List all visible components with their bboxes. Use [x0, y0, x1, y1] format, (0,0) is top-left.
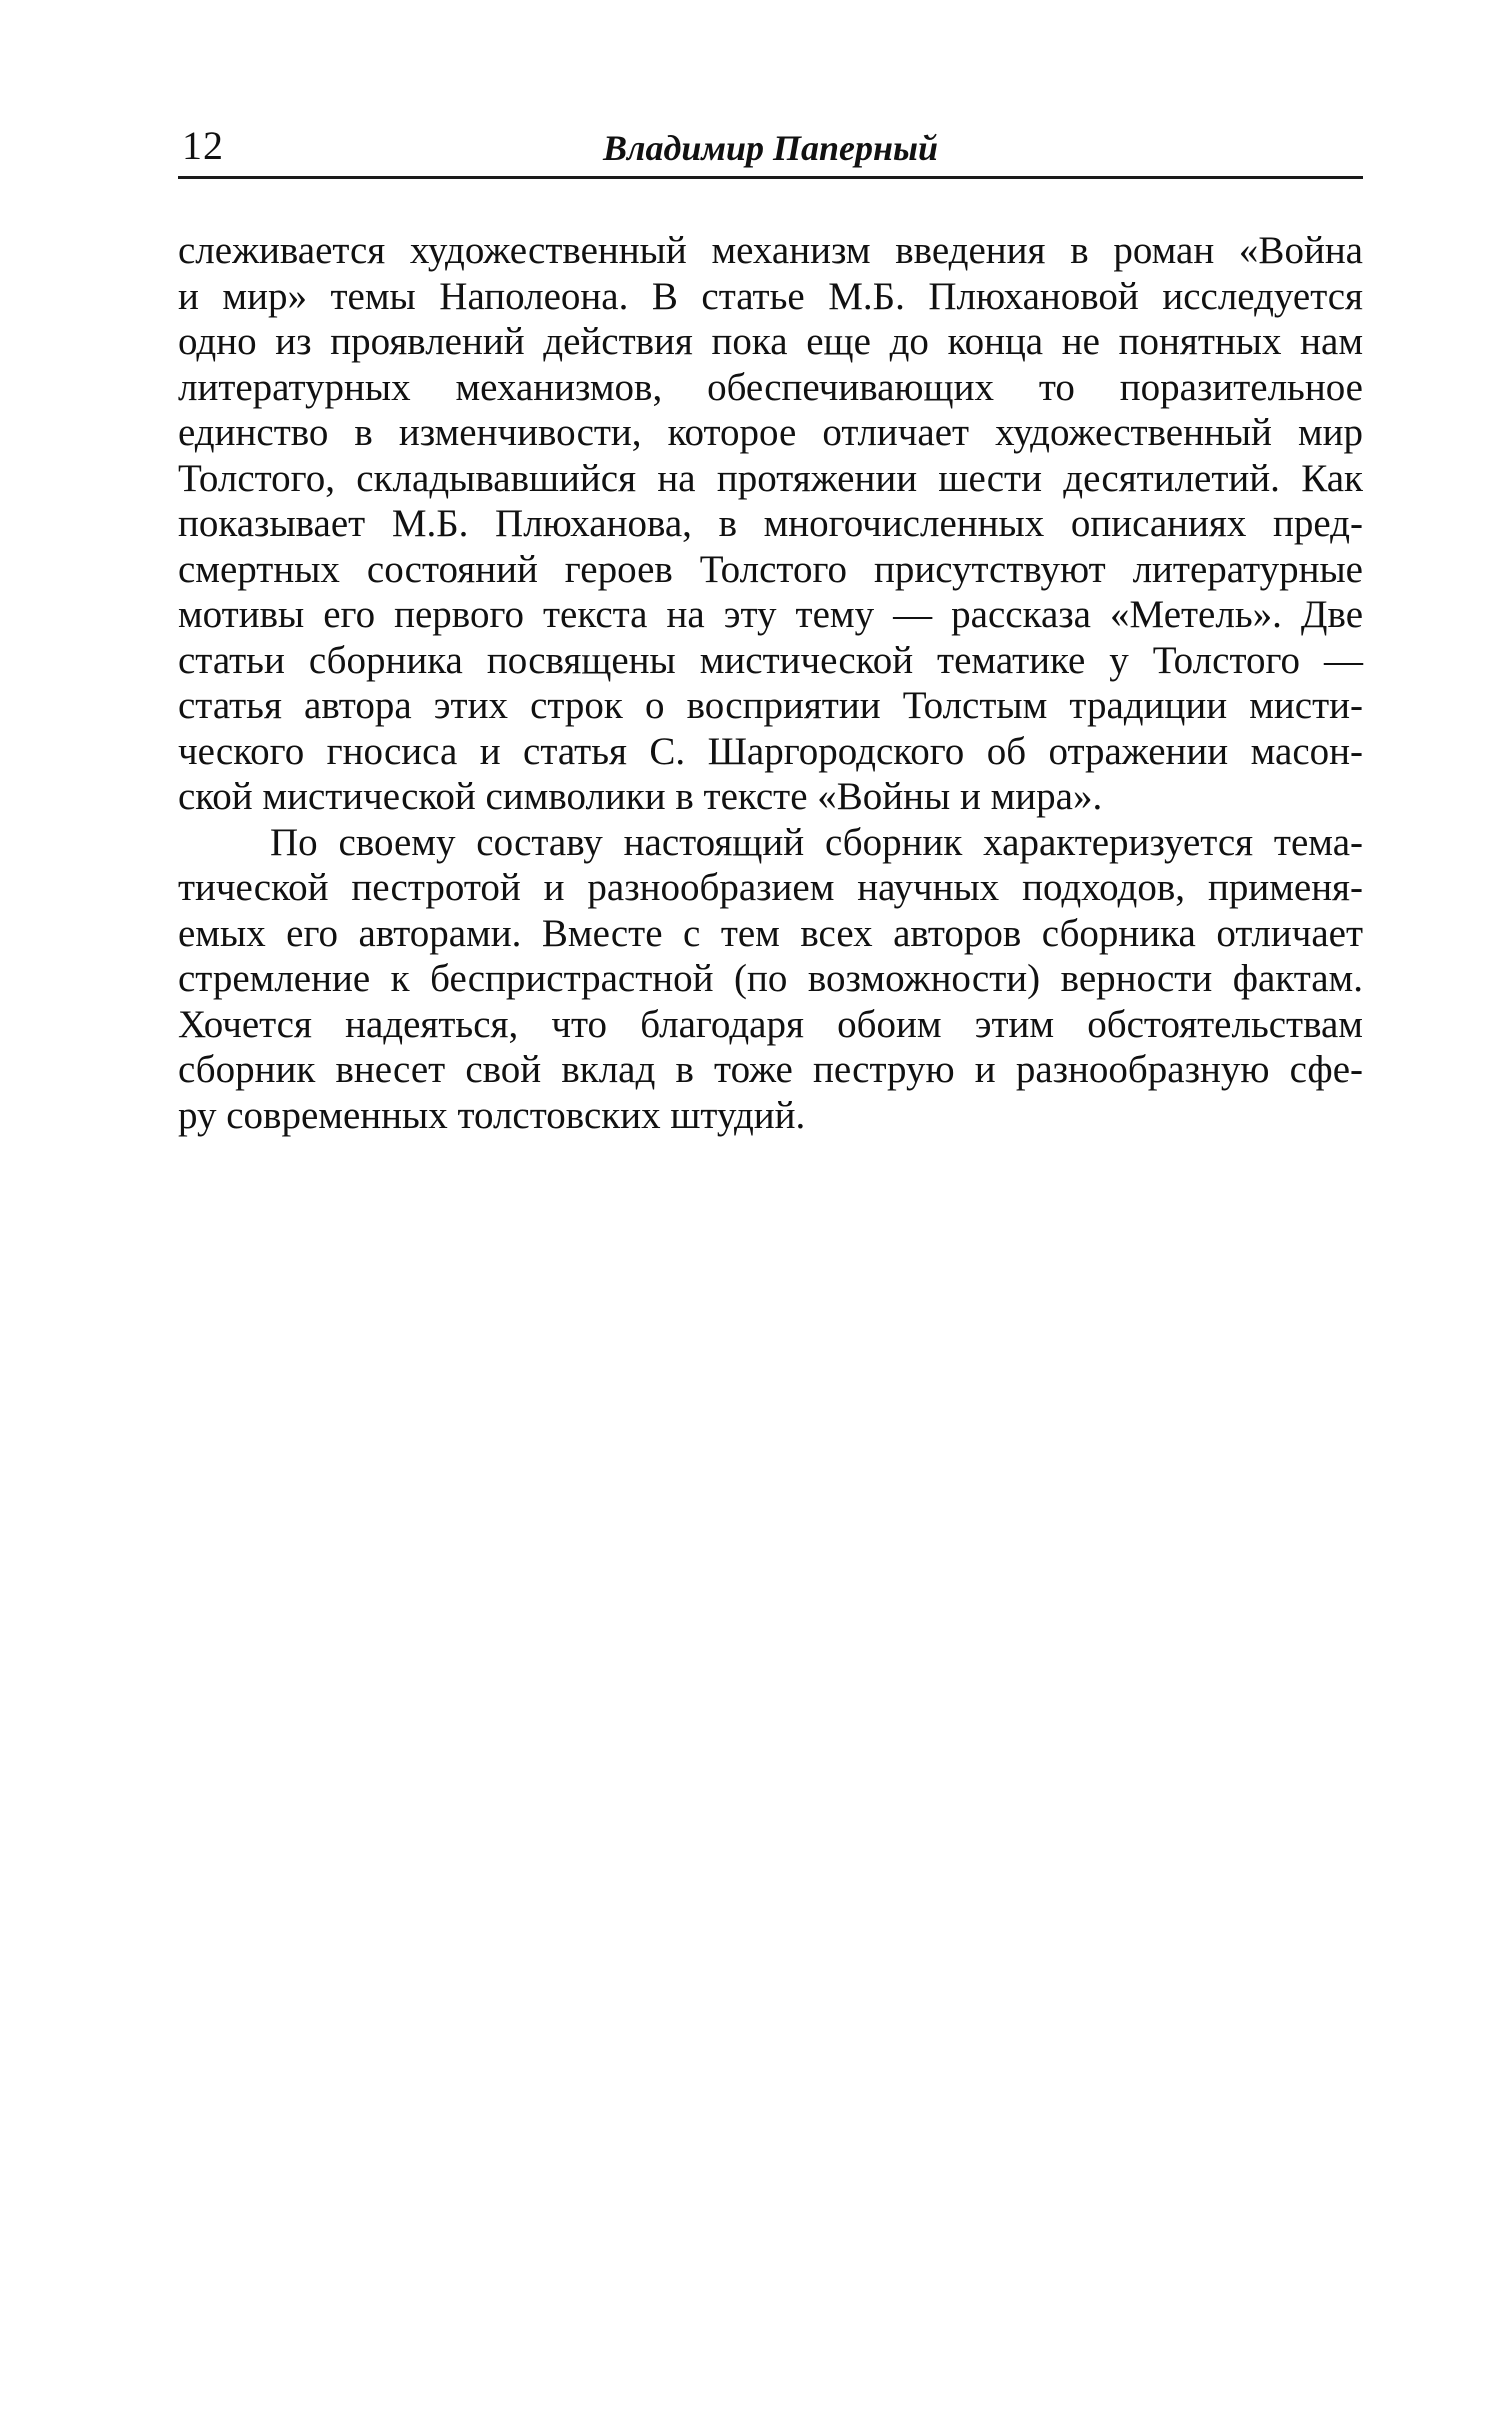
text-line: слеживается художественный механизм введения в роман «Война — [178, 229, 1363, 272]
text-line: стремление к беспристрастной (по возможности) верности фактам. — [178, 957, 1363, 1000]
paragraph-1 — [178, 228, 1363, 820]
text-line: литературных механизмов, обеспечивающих то поразительное — [178, 365, 1363, 409]
text-line: мотивы его первого текста на эту тему — рассказа «Метель». Две — [178, 593, 1363, 636]
text-line: емых его авторами. Вместе с тем всех авторов сборника отличает — [178, 911, 1363, 955]
text-line: статьи сборника посвящены мистической тематике у Толстого — — [178, 638, 1363, 682]
page-number: 12 — [182, 123, 224, 168]
text-line: ской мистической символики в тексте «Войны и мира». — [178, 775, 1103, 818]
text-line: ру современных толстовских штудий. — [178, 1093, 806, 1137]
text-line: тической пестротой и разнообразием научных подходов, применя- — [178, 866, 1363, 909]
text-line: смертных состояний героев Толстого присутствуют литературные — [178, 547, 1363, 591]
text-line: ческого гносиса и статья С. Шаргородского об отражении масон- — [178, 729, 1363, 773]
text-line: Толстого, складывавшийся на протяжении шести десятилетий. Как — [178, 456, 1363, 500]
running-header-author: Владимир Паперный — [602, 128, 939, 168]
running-header — [178, 116, 1363, 179]
paragraph-2 — [178, 820, 1363, 1139]
text-line: Хочется надеяться, что благодаря обоим этим обстоятельствам — [178, 1002, 1363, 1046]
text-line: одно из проявлений действия пока еще до конца не понятных нам — [178, 320, 1363, 363]
text-line: статья автора этих строк о восприятии Толстым традиции мисти- — [178, 684, 1363, 727]
text-line: и мир» темы Наполеона. В статье М.Б. Плюхановой исследуется — [178, 274, 1363, 318]
text-line: единство в изменчивости, которое отличает художественный мир — [178, 411, 1363, 454]
text-line: сборник внесет свой вклад в тоже пеструю и разнообразную сфе- — [178, 1048, 1363, 1091]
body-text — [178, 228, 1363, 1138]
text-line: По своему составу настоящий сборник характеризуется тема- — [270, 820, 1363, 864]
text-line: показывает М.Б. Плюханова, в многочисленных описаниях пред- — [178, 502, 1363, 545]
